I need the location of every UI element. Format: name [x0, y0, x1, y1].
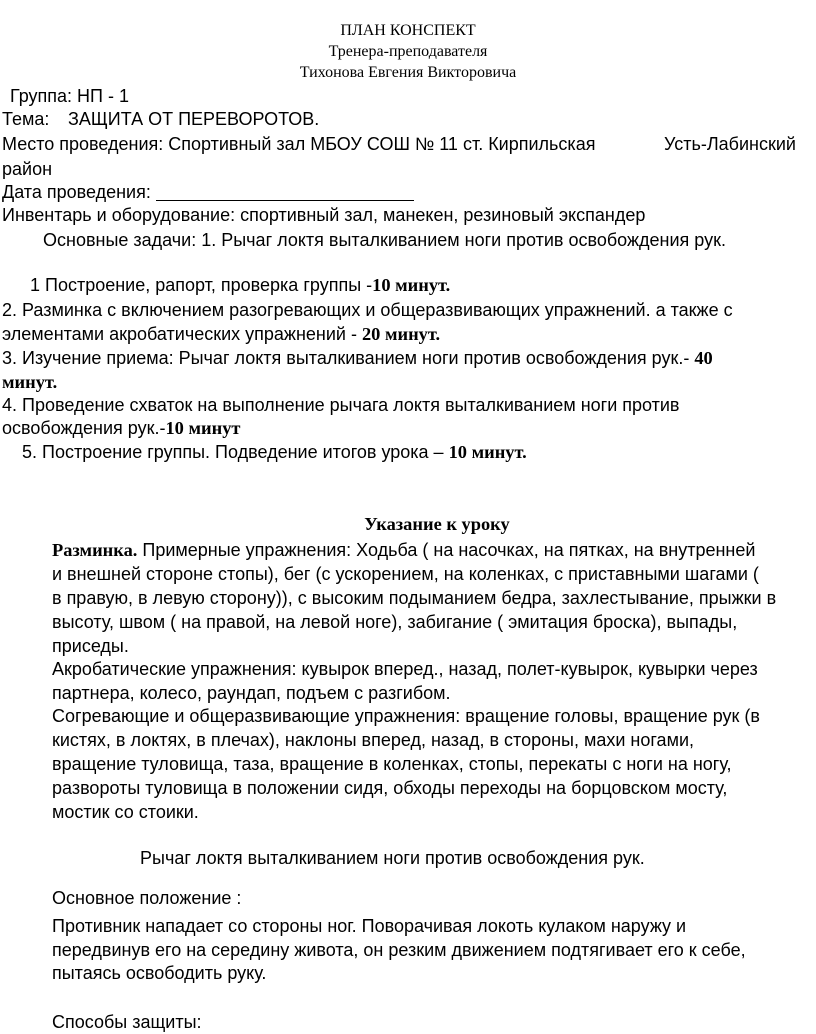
equipment-line: Инвентарь и оборудование: спортивный зал, манекен, резиновый экспандер: [2, 205, 646, 225]
plan-item-1: 1 Построение, рапорт, проверка группы -10 минут.: [30, 275, 451, 295]
doc-role: Тренера-преподавателя: [328, 43, 488, 60]
tasks-line: Основные задачи: 1. Рычаг локтя выталкиванием ноги против освобождения рук.: [43, 230, 726, 250]
warmup-line-4: высоту, швом ( на правой, на левой ноге), забигание ( эмитация броска), выпады,: [52, 612, 738, 632]
plan-item-2-cont: элементами акробатических упражнений - 20 минут.: [2, 324, 441, 344]
place-line-2: район: [2, 159, 53, 179]
date-label: Дата проведения:: [2, 182, 151, 202]
general-line-4: развороты туловища в положении сидя, обходы переходы на борцовском мосту,: [52, 778, 728, 798]
plan-item-4: 4. Проведение схваток на выполнение рычага локтя выталкиванием ноги против: [2, 395, 680, 415]
plan-item-2: 2. Разминка с включением разогревающих и общеразвивающих упражнений. а также с: [2, 300, 733, 320]
topic-value: ЗАЩИТА ОТ ПЕРЕВОРОТОВ.: [68, 109, 320, 129]
position-label: Основное положение :: [52, 888, 242, 908]
position-line-2: передвинув его на середину живота, он резким движением подтягивает его к себе,: [52, 940, 746, 960]
position-line-1: Противник нападает со стороны ног. Поворачивая локоть кулаком наружу и: [52, 916, 687, 936]
date-line: [2, 180, 414, 204]
plan-item-5: 5. Построение группы. Подведение итогов урока – 10 минут.: [22, 442, 527, 462]
place-line: Место проведения: Спортивный зал МБОУ СОШ № 11 ст. Кирпильская: [2, 134, 596, 154]
doc-author: Тихонова Евгения Викторовича: [299, 64, 517, 81]
position-line-3: пытаясь освободить руку.: [52, 963, 267, 983]
defense-label: Способы защиты:: [52, 1012, 202, 1032]
general-line-5: мостик со стоики.: [52, 802, 199, 822]
place-district: Усть-Лабинский: [664, 134, 796, 154]
general-line-1: Согревающие и общеразвивающие упражнения: вращение головы, вращение рук (в: [52, 706, 760, 726]
group-line: Группа: НП - 1: [10, 86, 129, 106]
technique-title: Рычаг локтя выталкиванием ноги против освобождения рук.: [140, 848, 645, 868]
acro-line-2: партнера, колесо, раундап, подъем с разгибом.: [52, 683, 451, 703]
warmup-line-2: и внешней стороне стопы), бег (с ускорением, на коленках, с приставными шагами (: [52, 564, 759, 584]
date-blank-field: [156, 182, 414, 201]
guide-title: Указание к уроку: [364, 514, 510, 534]
warmup-line-1: Разминка. Примерные упражнения: Ходьба ( на насочках, на пятках, на внутренней: [52, 540, 756, 560]
plan-item-4-cont: освобождения рук.-10 минут: [2, 418, 241, 438]
plan-item-3-cont: минут.: [2, 372, 58, 392]
doc-title: ПЛАН КОНСПЕКТ: [340, 22, 476, 39]
warmup-line-3: в правую, в левую сторону)), с высоким подыманием бедра, захлестывание, прыжки в: [52, 588, 777, 608]
general-line-2: кистях, в локтях, в плечах), наклоны вперед, назад, в стороны, махи ногами,: [52, 730, 694, 750]
plan-item-3: 3. Изучение приема: Рычаг локтя выталкиванием ноги против освобождения рук.- 40: [2, 348, 713, 368]
general-line-3: вращение туловища, таза, вращение в коленках, стопы, перекаты с ноги на ногу,: [52, 754, 732, 774]
warmup-line-5: приседы.: [52, 636, 129, 656]
acro-line-1: Акробатические упражнения: кувырок вперед., назад, полет-кувырок, кувырки через: [52, 659, 758, 679]
topic-label: Тема:: [2, 109, 50, 129]
